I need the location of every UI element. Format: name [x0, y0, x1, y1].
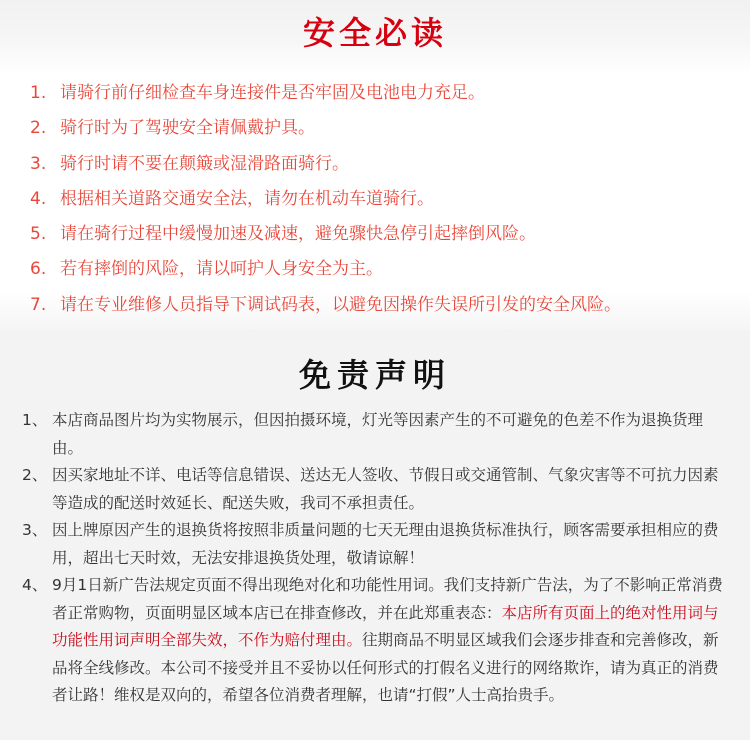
- safety-item: [30, 147, 621, 182]
- item-text: 请骑行前仔细检查车身连接件是否牢固及电池电力充足。: [60, 83, 485, 103]
- item-number: 7.: [30, 294, 47, 315]
- safety-item: [30, 76, 621, 111]
- safety-title: 安全必读: [302, 14, 447, 52]
- item-text: 根据相关道路交通安全法，请勿在机动车道骑行。: [60, 188, 434, 209]
- safety-item: [30, 217, 621, 252]
- safety-item: [30, 252, 621, 287]
- item-number: 6.: [30, 259, 47, 280]
- item-number: 3、: [22, 521, 48, 539]
- disclaimer-list: [22, 407, 727, 710]
- item-number: 3.: [30, 153, 47, 174]
- highlight-text: 本店所有页面上的绝对性用词与功能性用词声明全部失效，不作为赔付理由。: [52, 603, 719, 649]
- safety-item: [30, 182, 621, 217]
- disclaimer-title: 免责声明: [298, 356, 451, 394]
- item-text: 因买家地址不详、电话等信息错误、送达无人签收、节假日或交通管制、气象灾害等不可抗力因素等造成的配送时效延长、配送失败，我司不承担责任。: [52, 466, 719, 512]
- item-number: 2、: [22, 466, 48, 484]
- item-text-before: 9月1日新广告法规定页面不得出现绝对化和功能性用词。我们支持新广告法，为了不影响正常消费者正常购物，页面明显区域本店已在排查修改，并在此郑重表态：: [52, 576, 723, 622]
- disclaimer-item: [22, 407, 727, 462]
- item-text: 因上牌原因产生的退换货将按照非质量问题的七天无理由退换货标准执行，顾客需要承担相应的费用，超出七天时效，无法安排退换货处理，敬请谅解！: [52, 521, 719, 567]
- safety-list: [30, 76, 621, 323]
- item-number: 4.: [30, 188, 47, 209]
- item-text: 请在骑行过程中缓慢加速及减速，避免骤快急停引起摔倒风险。: [60, 224, 536, 245]
- disclaimer-item: [22, 572, 727, 710]
- safety-item: [30, 111, 621, 146]
- item-text: 本店商品图片均为实物展示，但因拍摄环境，灯光等因素产生的不可避免的色差不作为退换货理由。: [52, 411, 704, 457]
- safety-item: [30, 288, 621, 323]
- item-number: 5.: [30, 224, 47, 245]
- item-text: 骑行时请不要在颠簸或湿滑路面骑行。: [60, 153, 349, 174]
- item-number: 2.: [30, 118, 47, 139]
- disclaimer-item: [22, 517, 727, 572]
- item-text: 若有摔倒的风险，请以呵护人身安全为主。: [60, 259, 383, 280]
- safety-section: [0, 0, 750, 330]
- disclaimer-item: [22, 462, 727, 517]
- item-text-after: 往期商品不明显区域我们会逐步排查和完善修改，新品将全线修改。本公司不接受并且不妥协以任何形式的打假名义进行的网络欺诈，请为真正的消费者让路！维权是双向的，希望各位消费者理解，也请“打假”人士高抬贵手。: [52, 631, 719, 704]
- item-number: 4、: [22, 576, 48, 594]
- item-number: 1.: [30, 83, 47, 103]
- disclaimer-section: [0, 330, 750, 740]
- item-text: 骑行时为了驾驶安全请佩戴护具。: [60, 118, 315, 139]
- item-text: 请在专业维修人员指导下调试码表，以避免因操作失误所引发的安全风险。: [60, 294, 621, 315]
- item-number: 1、: [22, 411, 48, 429]
